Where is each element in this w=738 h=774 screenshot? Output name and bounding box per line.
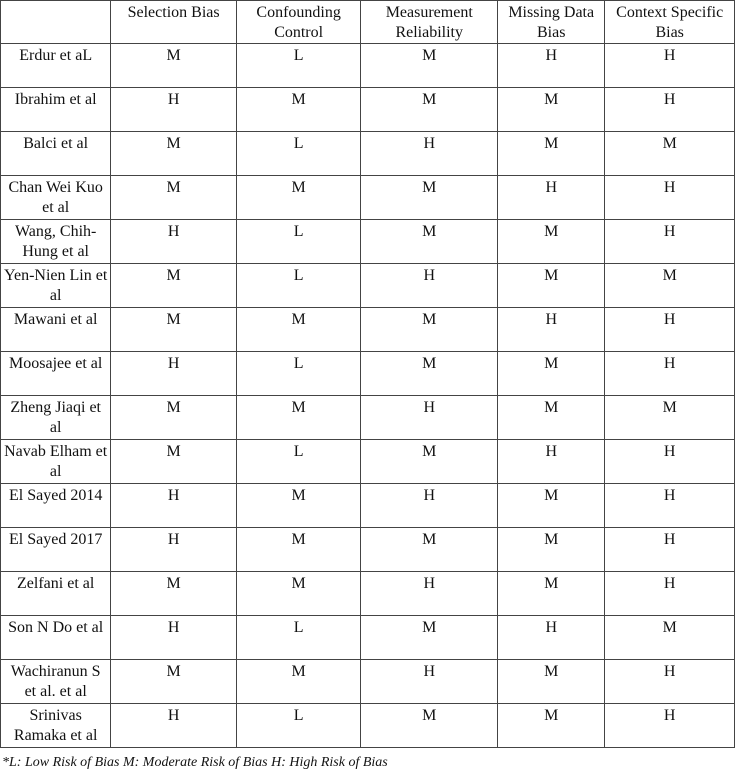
study-name-cell: Ibrahim et al xyxy=(1,88,111,132)
context-specific-bias-cell: H xyxy=(605,704,735,748)
table-row xyxy=(1,132,735,176)
measurement-reliability-cell: H xyxy=(361,484,498,528)
study-name-cell: Balci et al xyxy=(1,132,111,176)
measurement-reliability-cell: H xyxy=(361,132,498,176)
missing-data-bias-cell: H xyxy=(498,616,605,660)
missing-data-bias-cell: M xyxy=(498,264,605,308)
confounding-control-cell: L xyxy=(236,440,361,484)
confounding-control-cell: L xyxy=(236,44,361,88)
table-row xyxy=(1,484,735,528)
confounding-control-cell: M xyxy=(236,176,361,220)
context-specific-bias-cell: H xyxy=(605,308,735,352)
context-specific-bias-cell: M xyxy=(605,396,735,440)
study-name-cell: Yen-Nien Lin et al xyxy=(1,264,111,308)
header-selection-bias: Selection Bias xyxy=(111,1,237,44)
study-name-cell: Zheng Jiaqi et al xyxy=(1,396,111,440)
confounding-control-cell: L xyxy=(236,264,361,308)
table-row xyxy=(1,88,735,132)
missing-data-bias-cell: M xyxy=(498,484,605,528)
context-specific-bias-cell: M xyxy=(605,132,735,176)
missing-data-bias-cell: M xyxy=(498,396,605,440)
selection-bias-cell: H xyxy=(111,528,237,572)
study-name-cell: Son N Do et al xyxy=(1,616,111,660)
study-name-cell: Srinivas Ramaka et al xyxy=(1,704,111,748)
missing-data-bias-cell: M xyxy=(498,572,605,616)
confounding-control-cell: M xyxy=(236,396,361,440)
measurement-reliability-cell: M xyxy=(361,616,498,660)
selection-bias-cell: M xyxy=(111,264,237,308)
table-body xyxy=(1,44,735,748)
context-specific-bias-cell: H xyxy=(605,220,735,264)
header-context-specific-bias: Context Specific Bias xyxy=(605,1,735,44)
table-row xyxy=(1,308,735,352)
selection-bias-cell: H xyxy=(111,88,237,132)
confounding-control-cell: L xyxy=(236,616,361,660)
table-row xyxy=(1,528,735,572)
confounding-control-cell: M xyxy=(236,660,361,704)
confounding-control-cell: M xyxy=(236,572,361,616)
missing-data-bias-cell: M xyxy=(498,704,605,748)
selection-bias-cell: H xyxy=(111,484,237,528)
selection-bias-cell: H xyxy=(111,616,237,660)
measurement-reliability-cell: M xyxy=(361,176,498,220)
header-row xyxy=(1,1,735,44)
missing-data-bias-cell: H xyxy=(498,176,605,220)
table-row xyxy=(1,176,735,220)
table-row xyxy=(1,264,735,308)
measurement-reliability-cell: M xyxy=(361,352,498,396)
table-row xyxy=(1,44,735,88)
study-name-cell: Zelfani et al xyxy=(1,572,111,616)
missing-data-bias-cell: M xyxy=(498,220,605,264)
context-specific-bias-cell: H xyxy=(605,352,735,396)
confounding-control-cell: M xyxy=(236,308,361,352)
header-missing-data-bias: Missing Data Bias xyxy=(498,1,605,44)
selection-bias-cell: M xyxy=(111,132,237,176)
header-confounding-control: Confounding Control xyxy=(236,1,361,44)
study-name-cell: Moosajee et al xyxy=(1,352,111,396)
context-specific-bias-cell: H xyxy=(605,44,735,88)
table-row xyxy=(1,220,735,264)
measurement-reliability-cell: M xyxy=(361,704,498,748)
selection-bias-cell: M xyxy=(111,308,237,352)
table-row xyxy=(1,616,735,660)
confounding-control-cell: M xyxy=(236,88,361,132)
confounding-control-cell: L xyxy=(236,220,361,264)
confounding-control-cell: L xyxy=(236,704,361,748)
measurement-reliability-cell: M xyxy=(361,88,498,132)
table-row xyxy=(1,352,735,396)
measurement-reliability-cell: M xyxy=(361,44,498,88)
table-row xyxy=(1,440,735,484)
confounding-control-cell: M xyxy=(236,528,361,572)
context-specific-bias-cell: H xyxy=(605,528,735,572)
selection-bias-cell: M xyxy=(111,44,237,88)
missing-data-bias-cell: M xyxy=(498,660,605,704)
missing-data-bias-cell: H xyxy=(498,440,605,484)
context-specific-bias-cell: H xyxy=(605,660,735,704)
context-specific-bias-cell: H xyxy=(605,88,735,132)
header-study xyxy=(1,1,111,44)
context-specific-bias-cell: M xyxy=(605,264,735,308)
footnote: *L: Low Risk of Bias M: Moderate Risk of Bias H: High Risk of Bias xyxy=(2,755,388,770)
missing-data-bias-cell: M xyxy=(498,88,605,132)
measurement-reliability-cell: H xyxy=(361,660,498,704)
missing-data-bias-cell: H xyxy=(498,44,605,88)
confounding-control-cell: L xyxy=(236,132,361,176)
study-name-cell: Wachiranun S et al. et al xyxy=(1,660,111,704)
study-name-cell: Chan Wei Kuo et al xyxy=(1,176,111,220)
study-name-cell: El Sayed 2017 xyxy=(1,528,111,572)
table-row xyxy=(1,660,735,704)
table-row xyxy=(1,572,735,616)
header-measurement-reliability: Measurement Reliability xyxy=(361,1,498,44)
measurement-reliability-cell: M xyxy=(361,440,498,484)
selection-bias-cell: M xyxy=(111,440,237,484)
study-name-cell: Wang, Chih-Hung et al xyxy=(1,220,111,264)
selection-bias-cell: H xyxy=(111,220,237,264)
selection-bias-cell: M xyxy=(111,176,237,220)
missing-data-bias-cell: H xyxy=(498,308,605,352)
confounding-control-cell: M xyxy=(236,484,361,528)
measurement-reliability-cell: H xyxy=(361,396,498,440)
missing-data-bias-cell: M xyxy=(498,352,605,396)
missing-data-bias-cell: M xyxy=(498,528,605,572)
context-specific-bias-cell: H xyxy=(605,484,735,528)
selection-bias-cell: M xyxy=(111,396,237,440)
measurement-reliability-cell: H xyxy=(361,572,498,616)
study-name-cell: Erdur et aL xyxy=(1,44,111,88)
context-specific-bias-cell: H xyxy=(605,572,735,616)
study-name-cell: Navab Elham et al xyxy=(1,440,111,484)
measurement-reliability-cell: H xyxy=(361,264,498,308)
context-specific-bias-cell: M xyxy=(605,616,735,660)
confounding-control-cell: L xyxy=(236,352,361,396)
measurement-reliability-cell: M xyxy=(361,528,498,572)
study-name-cell: El Sayed 2014 xyxy=(1,484,111,528)
measurement-reliability-cell: M xyxy=(361,220,498,264)
selection-bias-cell: H xyxy=(111,352,237,396)
selection-bias-cell: M xyxy=(111,572,237,616)
study-name-cell: Mawani et al xyxy=(1,308,111,352)
table-row xyxy=(1,396,735,440)
context-specific-bias-cell: H xyxy=(605,440,735,484)
table-row xyxy=(1,704,735,748)
selection-bias-cell: M xyxy=(111,660,237,704)
missing-data-bias-cell: M xyxy=(498,132,605,176)
selection-bias-cell: H xyxy=(111,704,237,748)
measurement-reliability-cell: M xyxy=(361,308,498,352)
context-specific-bias-cell: H xyxy=(605,176,735,220)
